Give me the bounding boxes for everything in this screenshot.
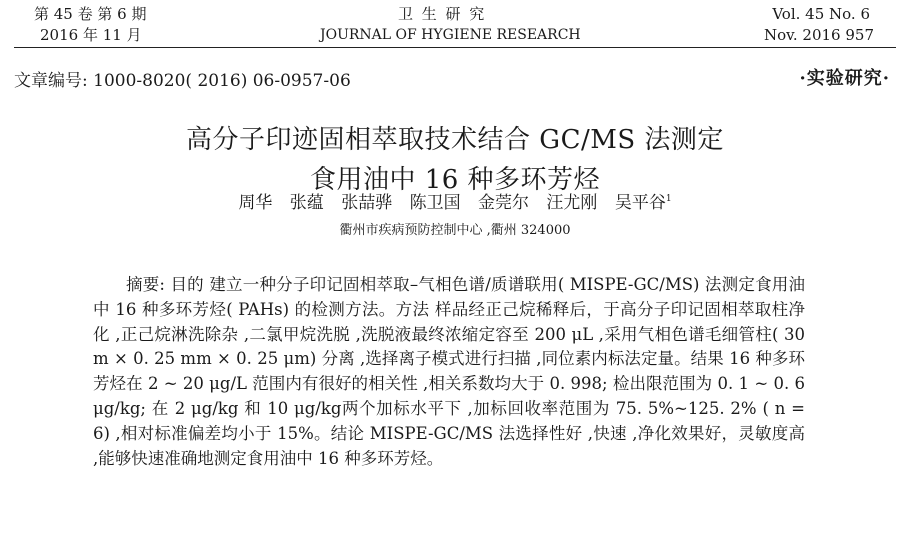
header-date-page-en: Nov. 2016 957	[764, 26, 874, 44]
header-divider	[14, 47, 896, 48]
running-header-row-1	[0, 4, 910, 24]
author-affiliation: 衢州市疾病预防控制中心 ,衢州 324000	[339, 223, 571, 238]
running-header-row-2	[0, 25, 910, 45]
header-volume-issue-cn: 第 45 卷 第 6 期	[34, 5, 147, 23]
abstract-text: 摘要: 目的 建立一种分子印记固相萃取–气相色谱/质谱联用( MISPE-GC/MS) 法测定食用油中 16 种多环芳烃( PAHs) 的检测方法。方法 样品经正己烷稀释后，于高分子印记固相萃取柱净化 ,正己烷淋洗除杂 ,二氯甲烷洗脱 ,洗脱液最终浓缩定容至 200 μL ,采用气相色谱毛细管柱( 30 m × 0. 25 mm × 0. 25 μm) 分离 ,选择离子模式进行扫描 ,同位素内标法定量。结果 16 种多环芳烃在 2 ~ 20 μg/L 范围内有很好的相关性 ,相关系数均大于 0. 998; 检出限范围为 0. 1 ~ 0. 6 μg/kg; 在 2 μg/kg 和 10 μg/kg两个加标水平下 ,加标回收率范围为 75. 5%~125. 2% ( n = 6) ,相对标准偏差均小于 15%。结论 MISPE-GC/MS 法选择性好 ,快速 ,净化效果好，灵敏度高 ,能够快速准确地测定食用油中 16 种多环芳烃。	[93, 275, 805, 468]
header-journal-title-cn: 卫 生 研 究	[398, 5, 487, 23]
paper-title-line-2: 食用油中 16 种多环芳烃	[309, 165, 601, 196]
author-list	[0, 188, 910, 213]
paper-title-line-1: 高分子印迹固相萃取技术结合 GC/MS 法测定	[186, 125, 724, 156]
column-label: ·实验研究·	[799, 68, 890, 89]
abstract	[93, 273, 805, 471]
author-names: 周华 张蕴 张喆骅 陈卫国 金莞尔 汪尤刚 吴平谷	[238, 193, 666, 213]
author-superscript: 1	[665, 194, 672, 204]
article-number: 文章编号: 1000-8020( 2016) 06-0957-06	[14, 71, 351, 91]
header-journal-title-en: JOURNAL OF HYGIENE RESEARCH	[320, 27, 581, 43]
header-volume-issue-en: Vol. 45 No. 6	[772, 5, 870, 23]
header-date-cn: 2016 年 11 月	[40, 26, 142, 44]
running-header	[0, 4, 910, 48]
